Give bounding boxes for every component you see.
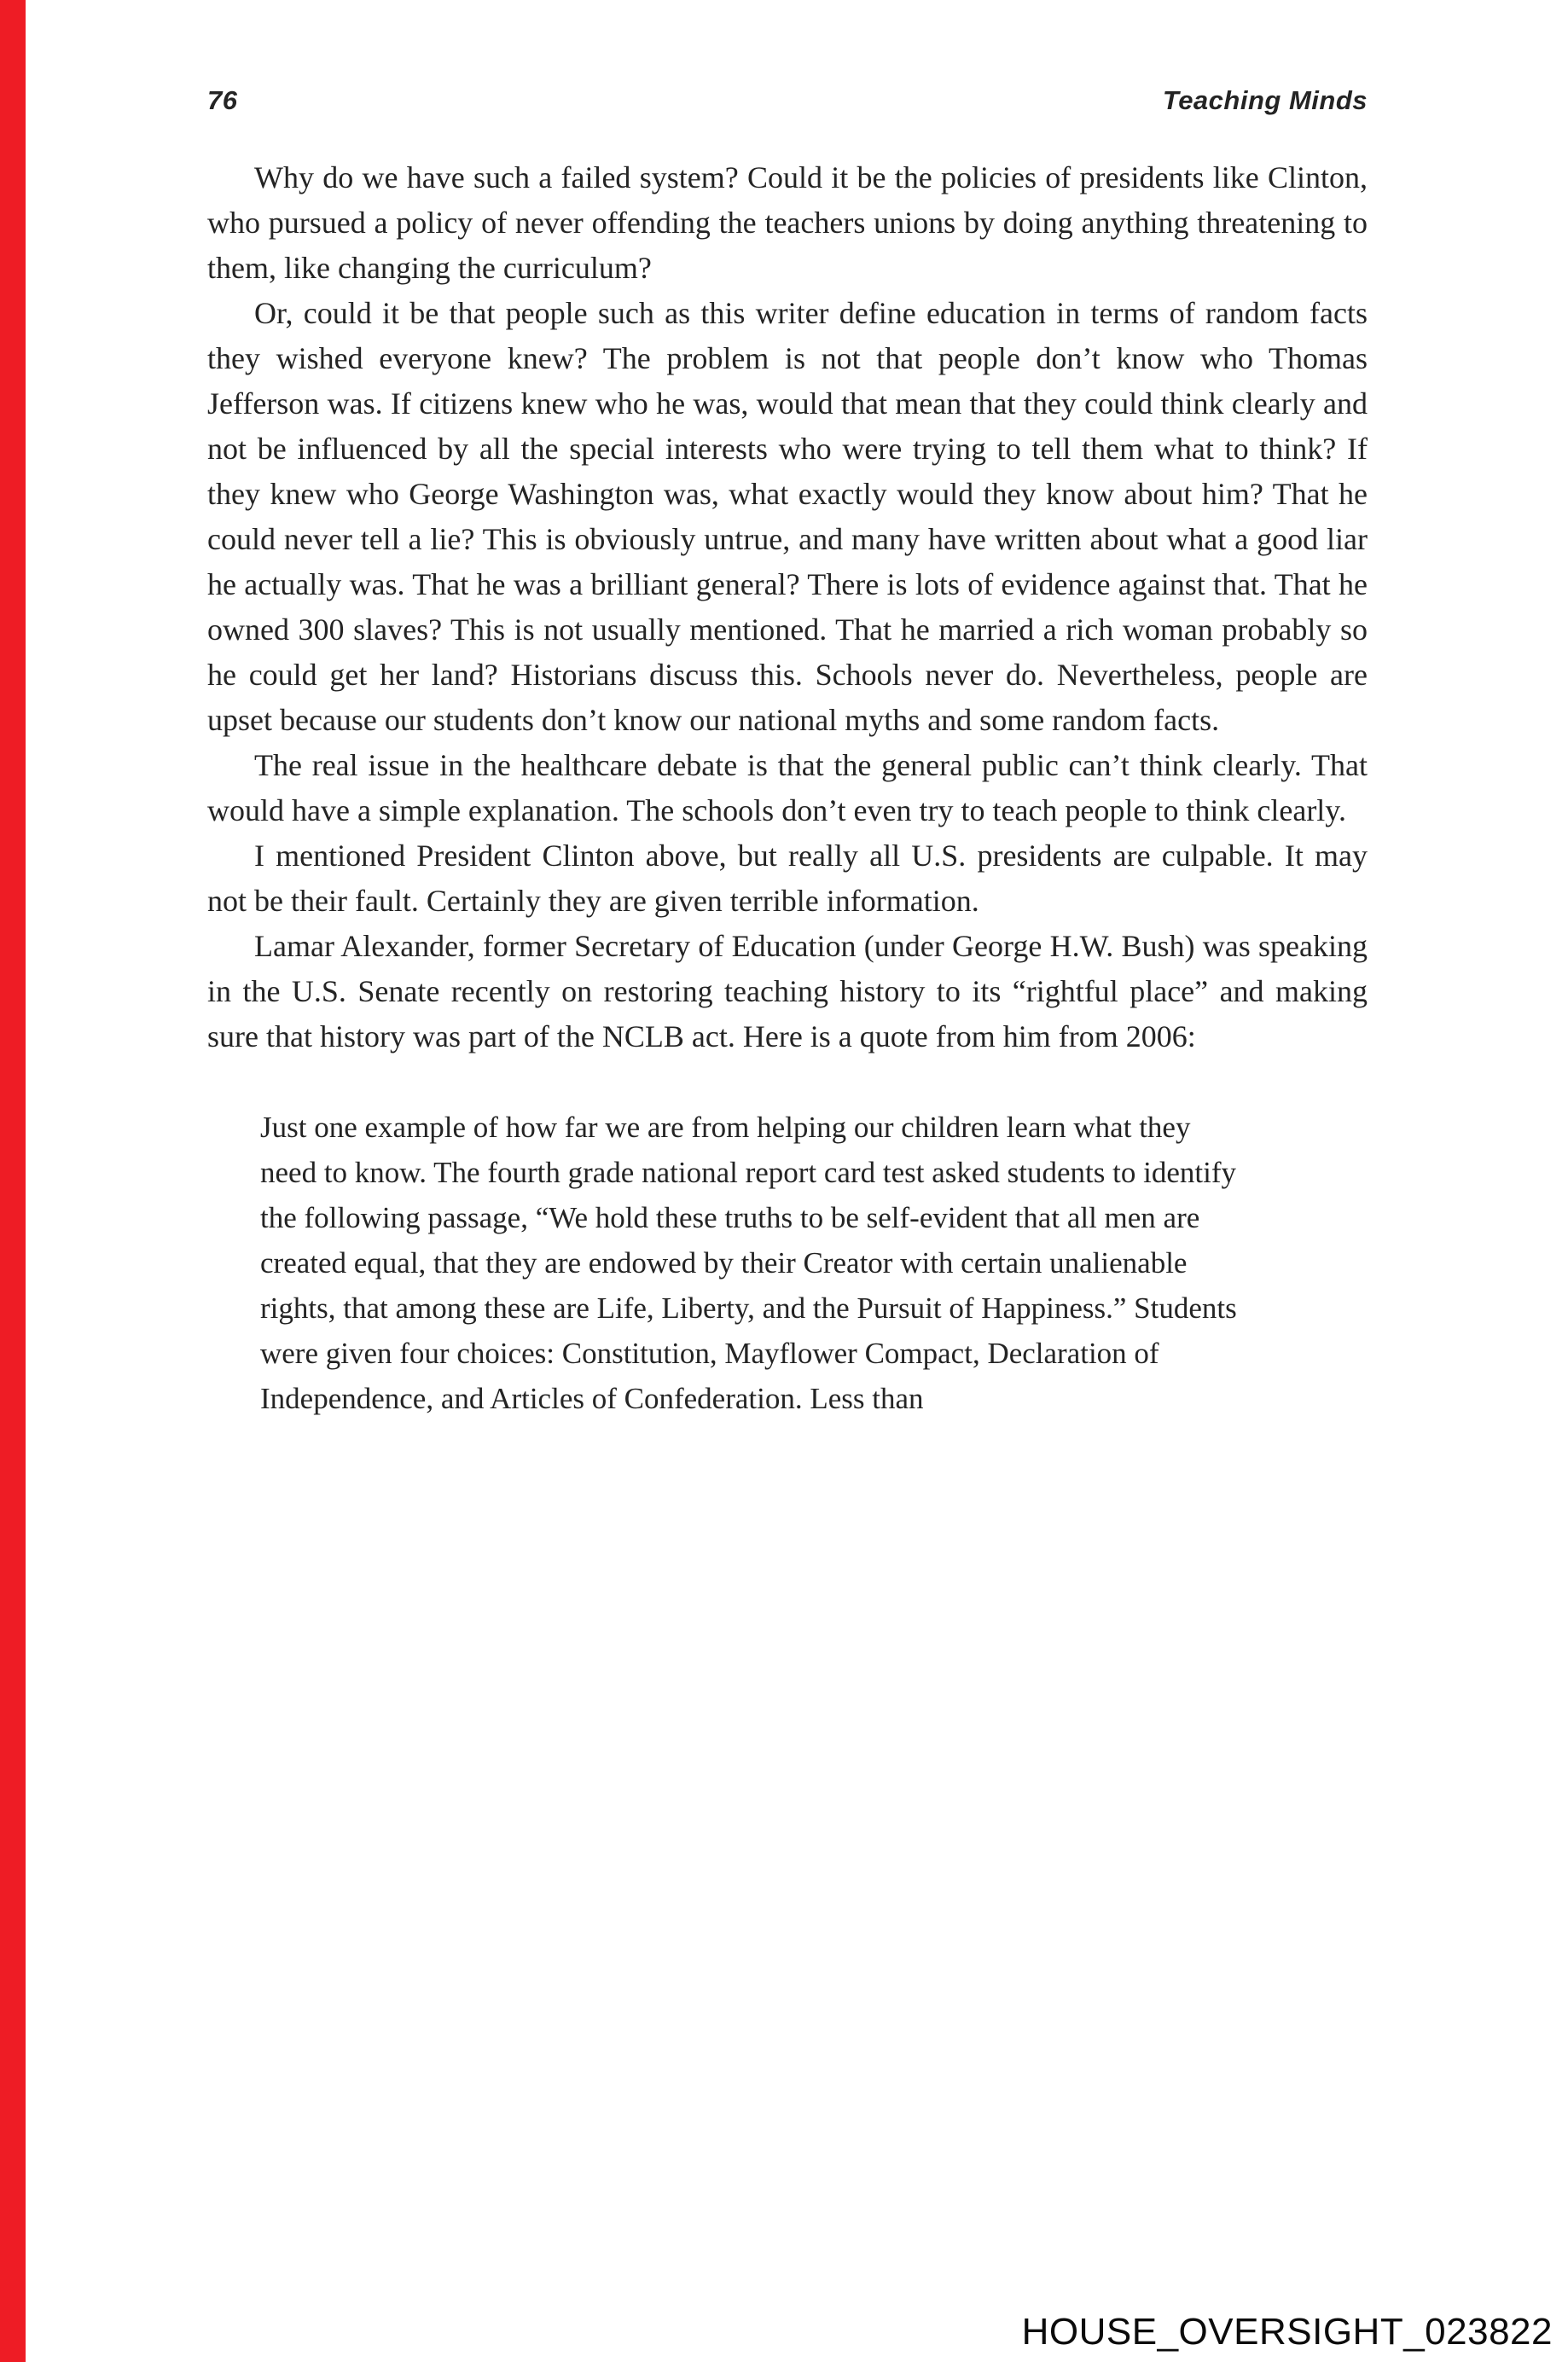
body-paragraph: Lamar Alexander, former Secretary of Education (under George H.W. Bush) was speaking in the U.S. Senate recently on restoring teaching history to its “rightful place” and making sure that history was part of the NCLB act. Here is a quote from him from 2006: [207,929,1368,1053]
oversight-stamp: HOUSE_OVERSIGHT_023822 [1021,2311,1553,2353]
body-paragraph: Or, could it be that people such as this writer define education in terms of random facts they wished everyone knew? The problem is not that people don’t know who Thomas Jefferson was. If citizens knew who he was, would that mean that they could think clearly and not be influenced by all the special interests who were trying to tell them what to think? If they knew who George Washington was, what exactly would they know about him? That he could never tell a lie? This is obviously untrue, and many have written about what a good liar he actually was. That he was a brilliant general? There is lots of evidence against that. That he owned 300 slaves? This is not usually mentioned. That he married a rich woman probably so he could get her land? Historians discuss this. Schools never do. Nevertheless, people are upset because our students don’t know our national myths and some random facts. [207,296,1368,737]
body-paragraph: I mentioned President Clinton above, but really all U.S. presidents are culpable. It may not be their fault. Certainly they are given terrible information. [207,839,1368,918]
body-paragraph: The real issue in the healthcare debate is that the general public can’t think clearly. That would have a simple explanation. The schools don’t even try to teach people to think clearly. [207,748,1368,827]
running-title: Teaching Minds [1162,85,1368,115]
block-quote: Just one example of how far we are from helping our children learn what they need to know. The fourth grade national report card test asked students to identify the following passage, “We hold these truths to be self-evident that all men are created equal, that they are endowed by their Creator with certain unalienable rights, that among these are Life, Liberty, and the Pursuit of Happiness.” Students were given four choices: Constitution, Mayflower Compact, Declaration of Independence, and Articles of Confederation. Less than [260,1111,1237,1415]
running-head [207,85,1368,116]
footer-bar [26,2302,1568,2362]
body-paragraph: Why do we have such a failed system? Could it be the policies of presidents like Clinton, who pursued a policy of never offending the teachers unions by doing anything threatening to them, like changing the curriculum? [207,160,1368,285]
page-number: 76 [207,85,238,115]
page-content [207,85,1368,1421]
red-edge-stripe [0,0,26,2362]
